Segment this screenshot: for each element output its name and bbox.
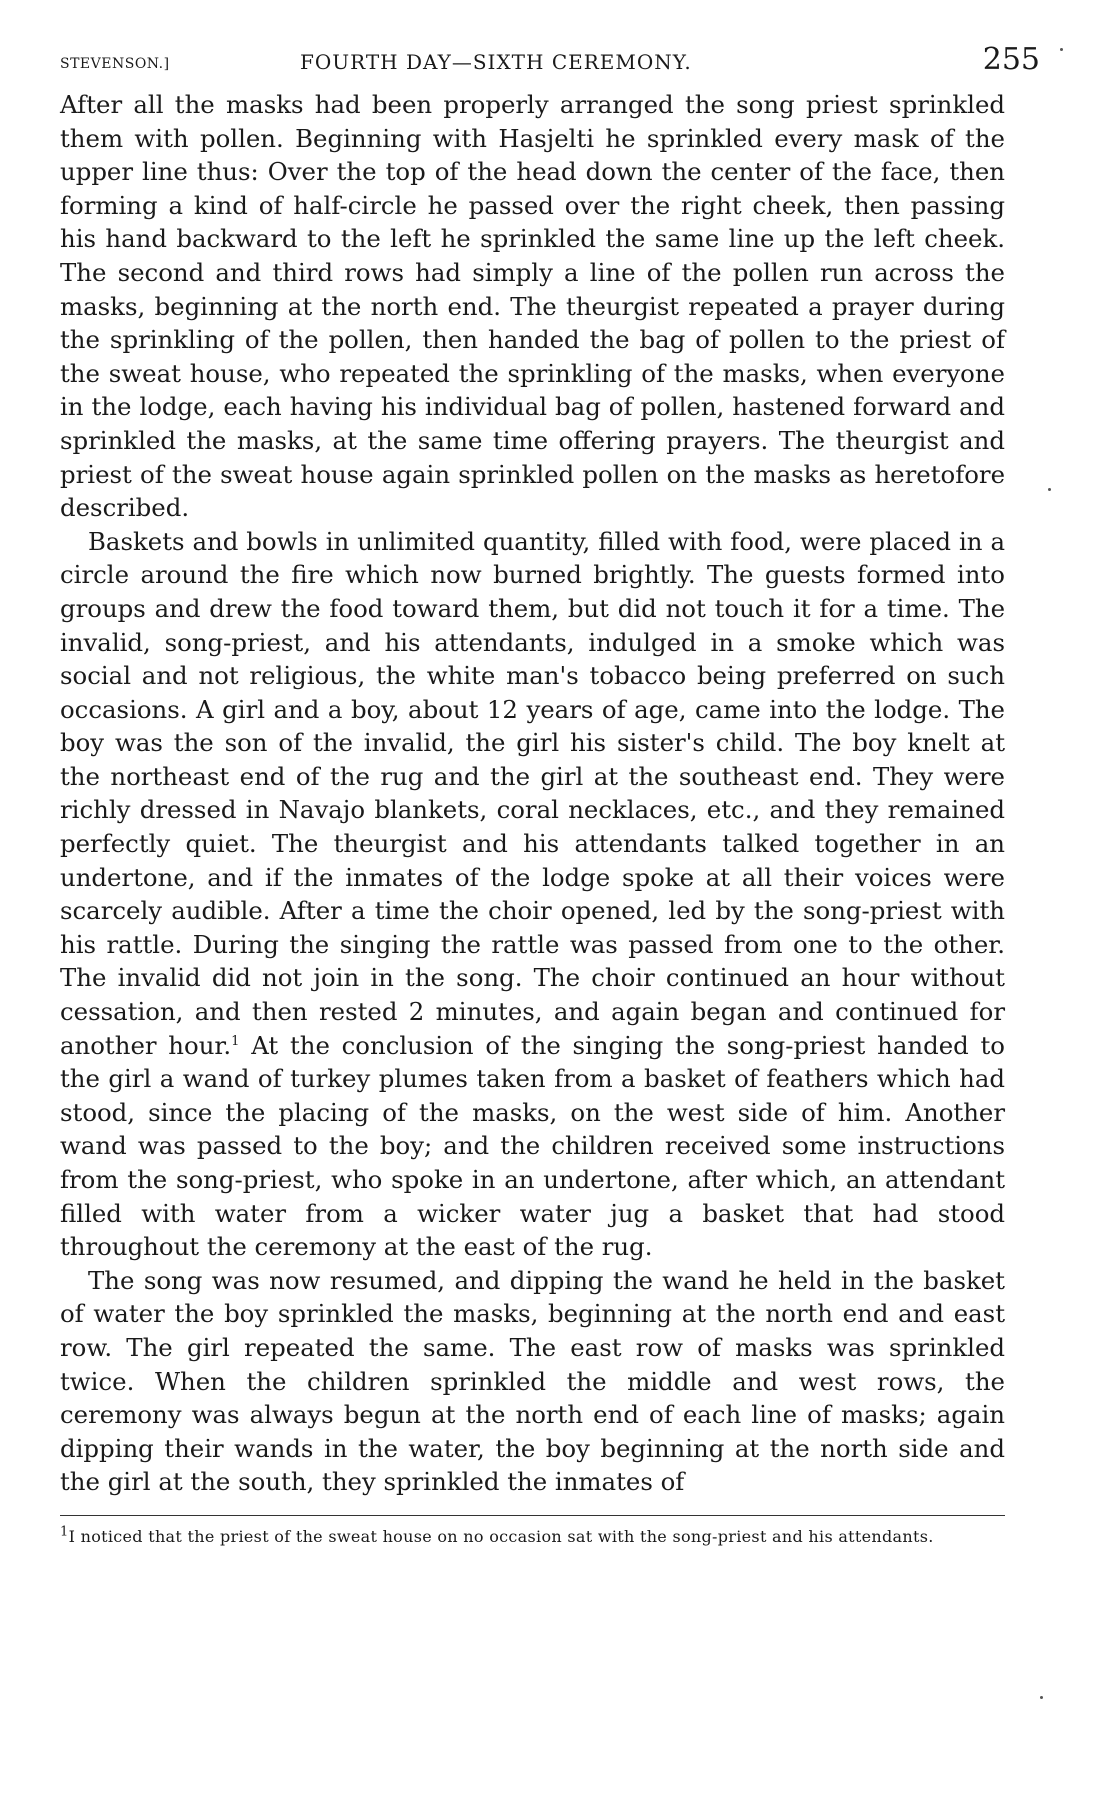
page-number: 255 <box>982 42 1040 77</box>
scan-speck <box>1048 488 1051 491</box>
scan-speck <box>1060 48 1063 51</box>
body-text <box>60 88 1005 1499</box>
footnote <box>60 1524 1005 1550</box>
footnote-marker: 1 <box>60 1524 69 1540</box>
running-head-author: STEVENSON.] <box>60 56 170 72</box>
paragraph-2-text: Baskets and bowls in unlimited quantity, filled with food, were placed in a circle around the fire which now burned brightly. The guests formed into groups and drew the food toward them, but did not touch it for a time. The invalid, song-priest, and his attendants, indulged in a smoke which was social and not religious, the white man's tobacco being preferred on such occasions. A girl and a boy, about 12 years of age, came into the lodge. The boy was the son of the invalid, the girl his sister's child. The boy knelt at the northeast end of the rug and the girl at the southeast end. They were richly dressed in Navajo blankets, coral necklaces, etc., and they remained perfectly quiet. The theurgist and his attendants talked together in an undertone, and if the inmates of the lodge spoke at all their voices were scarcely audible. After a time the choir opened, led by the song-priest with his rattle. During the singing the rattle was passed from one to the other. The invalid did not join in the song. The choir continued an hour without cessation, and then rested 2 minutes, and again began and continued for another hour. <box>60 526 1005 1060</box>
scan-speck <box>1040 1696 1043 1699</box>
footnote-reference: 1 <box>231 1033 240 1049</box>
paragraph-3: The song was now resumed, and dipping the wand he held in the basket of water the boy sprinkled the masks, beginning at the north end and east row. The girl repeated the same. The east row of masks was sprinkled twice. When the children sprinkled the middle and west rows, the ceremony was always begun at the north end of each line of masks; again dipping their wands in the water, the boy beginning at the north side and the girl at the south, they sprinkled the inmates of <box>60 1265 1005 1497</box>
paragraph-1: After all the masks had been properly arranged the song priest sprinkled them with pollen. Beginning with Hasjelti he sprinkled every mask of the upper line thus: Over the top of the head down the center of the face, then forming a kind of half-circle he passed over the right cheek, then passing his hand backward to the left he sprinkled the same line up the left cheek. The second and third rows had simply a line of the pollen run across the masks, beginning at the north end. The theurgist repeated a prayer during the sprinkling of the pollen, then handed the bag of pollen to the priest of the sweat house, who repeated the sprinkling of the masks, when everyone in the lodge, each having his individual bag of pollen, hastened forward and sprinkled the masks, at the same time offering prayers. The theurgist and priest of the sweat house again sprinkled pollen on the masks as heretofore described. <box>60 90 1005 523</box>
running-head-title: FOURTH DAY—SIXTH CEREMONY. <box>300 50 692 74</box>
book-page <box>60 36 1060 1786</box>
footnote-rule <box>60 1515 1005 1516</box>
paragraph-2-continuation: At the conclusion of the singing the song-priest handed to the girl a wand of turkey plumes taken from a basket of feathers which had stood, since the placing of the masks, on the west side of him. Another wand was passed to the boy; and the children received some instructions from the song-priest, who spoke in an undertone, after which, an attendant filled with water from a wicker water jug a basket that had stood throughout the ceremony at the east of the rug. <box>60 1030 1005 1262</box>
footnote-text: I noticed that the priest of the sweat house on no occasion sat with the song-priest and his attendants. <box>68 1526 934 1546</box>
running-head <box>60 36 1060 80</box>
paragraph-2 <box>60 525 1005 1264</box>
